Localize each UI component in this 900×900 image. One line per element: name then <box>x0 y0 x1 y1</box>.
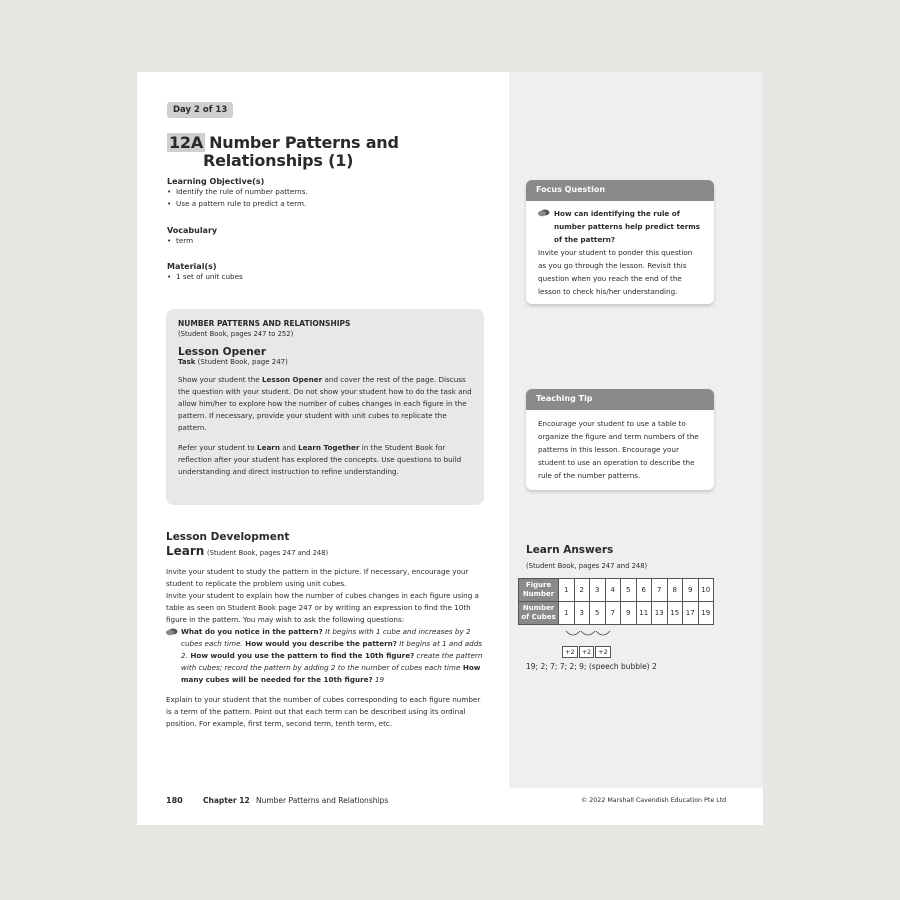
table-row <box>519 602 714 625</box>
vocabulary-section <box>167 226 217 247</box>
learn-heading: Learn <box>166 544 205 558</box>
materials-section <box>167 262 243 283</box>
speech-bubble-icon <box>166 628 178 636</box>
table-cell: 1 <box>559 579 575 602</box>
increment-label: +2 <box>562 646 578 658</box>
table-cell: 11 <box>636 602 652 625</box>
teaching-tip-card <box>526 389 714 490</box>
table-cell: 7 <box>652 579 668 602</box>
day-badge: Day 2 of 13 <box>167 102 233 118</box>
increment-labels <box>562 639 612 658</box>
table-cell: 6 <box>636 579 652 602</box>
lesson-title-line1: Number Patterns and <box>209 133 399 152</box>
footer-copyright: © 2022 Marshall Cavendish Education Pte Ltd <box>581 797 727 804</box>
table-cell: 3 <box>574 602 590 625</box>
lesson-title <box>167 134 399 170</box>
workbook-page <box>137 72 763 825</box>
lesson-opener-box <box>166 309 484 505</box>
lesson-title-line2: Relationships (1) <box>203 151 354 170</box>
lesson-code: 12A <box>169 133 204 152</box>
table-cell: 1 <box>559 602 575 625</box>
vocabulary-heading: Vocabulary <box>167 226 218 235</box>
question-block <box>166 626 488 686</box>
objective-item: • Use a pattern rule to predict a term. <box>167 198 308 210</box>
table-cell: 10 <box>698 579 714 602</box>
lesson-development-heading: Lesson Development <box>166 531 290 543</box>
table-cell: 17 <box>683 602 699 625</box>
table-cell: 2 <box>574 579 590 602</box>
tip-card-text: Encourage your student to use a table to organize the figure and term numbers of the patterns in this lesson. Encourage your student to use an operation to describe the rule of the number patterns. <box>538 419 699 480</box>
materials-heading: Material(s) <box>167 262 217 271</box>
answer-line: 19; 2; 7; 7; 2; 9; (speech bubble) 2 <box>526 662 657 671</box>
speech-bubble-icon <box>538 209 550 217</box>
opener-box-pages: (Student Book, pages 247 to 252) <box>178 330 294 338</box>
focus-question-card <box>526 180 714 304</box>
vocabulary-item: • term <box>167 235 217 247</box>
table-cell: 9 <box>621 602 637 625</box>
table-cell: 4 <box>605 579 621 602</box>
development-paragraph-2: Invite your student to explain how the number of cubes changes in each figure using a table as seen on Student Book page 247 or by writing an expression to find the 10th figure in the pattern. You may wish to ask the following questions: <box>166 591 479 624</box>
opener-paragraph-2: Refer your student to Learn and Learn Together in the Student Book for reflection after your student has explored the concepts. Use questions to build understanding and direct instruction to refine understanding. <box>178 443 462 476</box>
row-header: Number of Cubes <box>519 602 559 625</box>
material-item: • 1 set of unit cubes <box>167 271 243 283</box>
increment-label: +2 <box>595 646 611 658</box>
focus-question: How can identifying the rule of number patterns help predict terms of the pattern? <box>538 207 702 246</box>
table-cell: 5 <box>621 579 637 602</box>
page-number: 180 <box>166 796 183 805</box>
learn-answers-pages: (Student Book, pages 247 and 248) <box>526 562 648 570</box>
table-cell: 9 <box>683 579 699 602</box>
focus-card-heading: Focus Question <box>526 180 714 201</box>
development-paragraph-1: Invite your student to study the pattern in the picture. If necessary, encourage your student to replicate the problem using unit cubes. <box>166 567 469 588</box>
learn-pages: (Student Book, pages 247 and 248) <box>207 549 329 557</box>
footer-chapter-title: Number Patterns and Relationships <box>256 796 389 805</box>
answer-table <box>518 578 714 625</box>
objectives-section <box>167 177 308 210</box>
objective-item: • Identify the rule of number patterns. <box>167 186 308 198</box>
table-cell: 8 <box>667 579 683 602</box>
lesson-opener-title: Lesson Opener <box>178 346 266 358</box>
table-cell: 13 <box>652 602 668 625</box>
table-cell: 7 <box>605 602 621 625</box>
increment-label: +2 <box>579 646 595 658</box>
table-cell: 5 <box>590 602 606 625</box>
row-header: Figure Number <box>519 579 559 602</box>
table-cell: 3 <box>590 579 606 602</box>
table-cell: 15 <box>667 602 683 625</box>
opener-box-title: NUMBER PATTERNS AND RELATIONSHIPS <box>178 319 351 328</box>
table-row <box>519 579 714 602</box>
development-paragraph-3: Explain to your student that the number of cubes corresponding to each figure number is a term of the pattern. Point out that each term can be described using its ordinal position. For example, first term, second term, tenth term, etc. <box>166 695 481 728</box>
learn-answers-heading: Learn Answers <box>526 544 614 556</box>
task-line: Task (Student Book, page 247) <box>178 358 288 366</box>
question-text: What do you notice in the pattern? It begins with 1 cube and increases by 2 cubes each time. How would you describe the pattern? It begins at 1 and adds 2. How would you use the pattern to find the 10th figure? create the pattern with cubes; record the pattern by adding 2 to the number of cubes each time How many cubes will be needed for the 10th figure? 19 <box>181 627 483 684</box>
focus-card-text: Invite your student to ponder this question as you go through the lesson. Revisit this question when you reach the end of the lesson to check his/her understanding. <box>538 248 693 296</box>
table-cell: 19 <box>698 602 714 625</box>
increment-arrows <box>563 629 613 639</box>
opener-paragraph-1: Show your student the Lesson Opener and cover the rest of the page. Discuss the question with your student. Do not show your student how to do the task and allow him/her to explore how the number of cubes changes in each figure in the pattern. If necessary, provide your student with unit cubes to replicate the pattern. <box>178 375 472 432</box>
objectives-heading: Learning Objective(s) <box>167 177 265 186</box>
tip-card-heading: Teaching Tip <box>526 389 714 410</box>
footer-chapter: Chapter 12 <box>203 796 250 805</box>
